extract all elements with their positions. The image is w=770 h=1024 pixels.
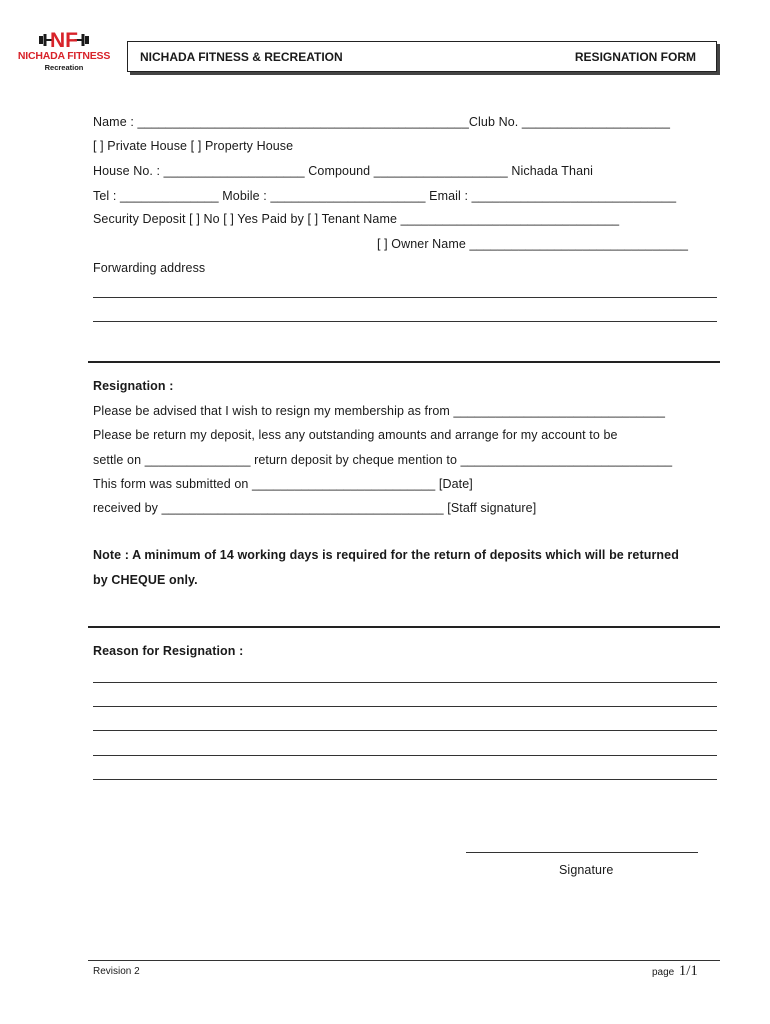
reason-line[interactable]: [93, 755, 717, 756]
reason-line[interactable]: [93, 706, 717, 707]
form-title: RESIGNATION FORM: [574, 50, 696, 64]
owner-name-field[interactable]: [ ] Owner Name _______________________________: [377, 237, 689, 251]
page-number: 1/1: [678, 963, 698, 979]
section-divider: [88, 626, 720, 628]
settle-cheque-field[interactable]: settle on _______________ return deposit by cheque mention to ______________________________: [93, 453, 673, 467]
note-text-continued: by CHEQUE only.: [93, 573, 198, 587]
security-deposit-field[interactable]: Security Deposit [ ] No [ ] Yes Paid by [ ] Tenant Name _______________________________: [93, 212, 620, 226]
logo-subtitle: Recreation: [44, 63, 84, 72]
page-label: page: [652, 967, 675, 978]
form-header: [127, 41, 717, 72]
reason-line[interactable]: [93, 682, 717, 683]
revision-label: Revision 2: [93, 966, 140, 977]
page-indicator: [652, 962, 698, 980]
submitted-date-field[interactable]: This form was submitted on __________________________ [Date]: [93, 477, 473, 491]
house-compound-field[interactable]: House No. : ____________________ Compound ___________________ Nichada Thani: [93, 164, 594, 178]
resignation-heading: Resignation :: [93, 379, 174, 393]
logo-name: NICHADA FITNESS: [17, 50, 111, 62]
footer-divider: [88, 960, 720, 961]
dumbbell-nf-icon: [14, 28, 114, 50]
signature-label: Signature: [559, 863, 614, 877]
organization-name: NICHADA FITNESS & RECREATION: [140, 50, 343, 64]
house-type-options[interactable]: [ ] Private House [ ] Property House: [93, 139, 294, 153]
section-divider: [88, 361, 720, 363]
contact-fields[interactable]: Tel : ______________ Mobile : ______________________ Email : _____________________________: [93, 189, 677, 203]
reason-heading: Reason for Resignation :: [93, 644, 244, 658]
note-text: Note : A minimum of 14 working days is required for the return of deposits which will be returned: [93, 548, 679, 562]
reason-line[interactable]: [93, 779, 717, 780]
name-club-field[interactable]: Name : _______________________________________________Club No. _____________________: [93, 115, 670, 129]
svg-text:NF: NF: [50, 29, 78, 50]
signature-line[interactable]: [466, 852, 698, 853]
nichada-fitness-logo: [14, 28, 114, 76]
deposit-return-text: Please be return my deposit, less any outstanding amounts and arrange for my account to be: [93, 428, 618, 442]
forwarding-address-label: Forwarding address: [93, 261, 206, 275]
reason-line[interactable]: [93, 730, 717, 731]
resign-from-field[interactable]: Please be advised that I wish to resign my membership as from ______________________________: [93, 404, 666, 418]
staff-signature-field[interactable]: received by ________________________________________ [Staff signature]: [93, 501, 537, 515]
forwarding-address-line[interactable]: [93, 297, 717, 298]
forwarding-address-line[interactable]: [93, 321, 717, 322]
